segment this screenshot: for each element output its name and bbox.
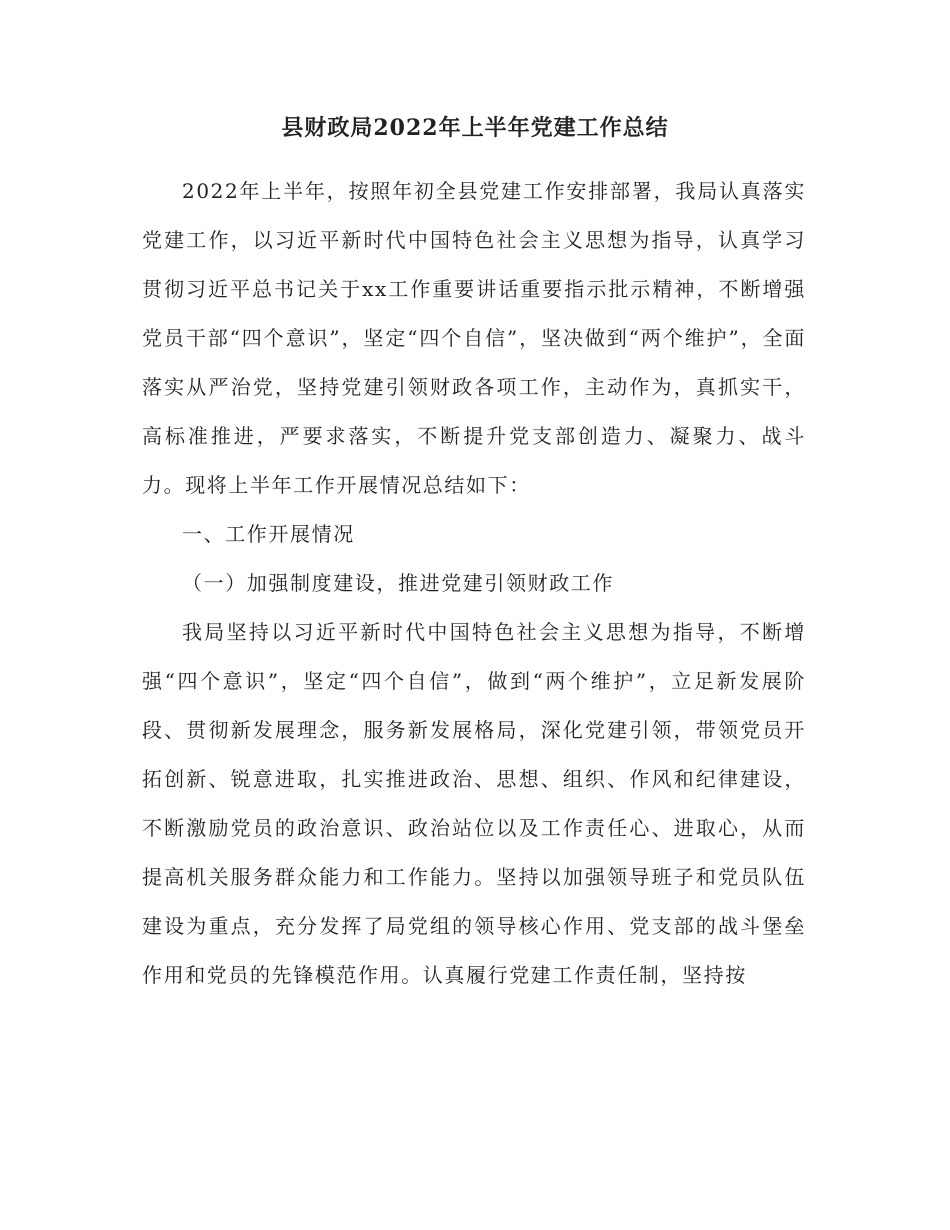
subsection-paragraph: 我局坚持以习近平新时代中国特色社会主义思想为指导，不断增强“四个意识”，坚定“四个自信”，做到“两个维护”，立足新发展阶段、贯彻新发展理念，服务新发展格局，深化党建引领，带领党员开拓创新、锐意进取，扎实推进政治、思想、组织、作风和纪律建设，不断激励党员的政治意识、政治站位以及工作责任心、进取心，从而提高机关服务群众能力和工作能力。坚持以加强领导班子和党员队伍建设为重点，充分发挥了局党组的领导核心作用、党支部的战斗堡垒作用和党员的先锋模范作用。认真履行党建工作责任制，坚持按 [142,620,806,987]
document-body [142,167,806,1000]
section-heading: 一、工作开展情况 [182,522,355,546]
intro-paragraph: 2022年上半年，按照年初全县党建工作安排部署，我局认真落实党建工作，以习近平新时代中国特色社会主义思想为指导，认真学习贯彻习近平总书记关于xx工作重要讲话重要指示批示精神，不断增强党员干部“四个意识”，坚定“四个自信”，坚决做到“两个维护”，全面落实从严治党，坚持党建引领财政各项工作，主动作为，真抓实干，高标准推进，严要求落实，不断提升党支部创造力、凝聚力、战斗力。现将上半年工作开展情况总结如下： [142,179,806,497]
document-title: 县财政局2022年上半年党建工作总结 [281,115,669,141]
subsection-heading: （一）加强制度建设，推进党建引领财政工作 [182,571,614,595]
